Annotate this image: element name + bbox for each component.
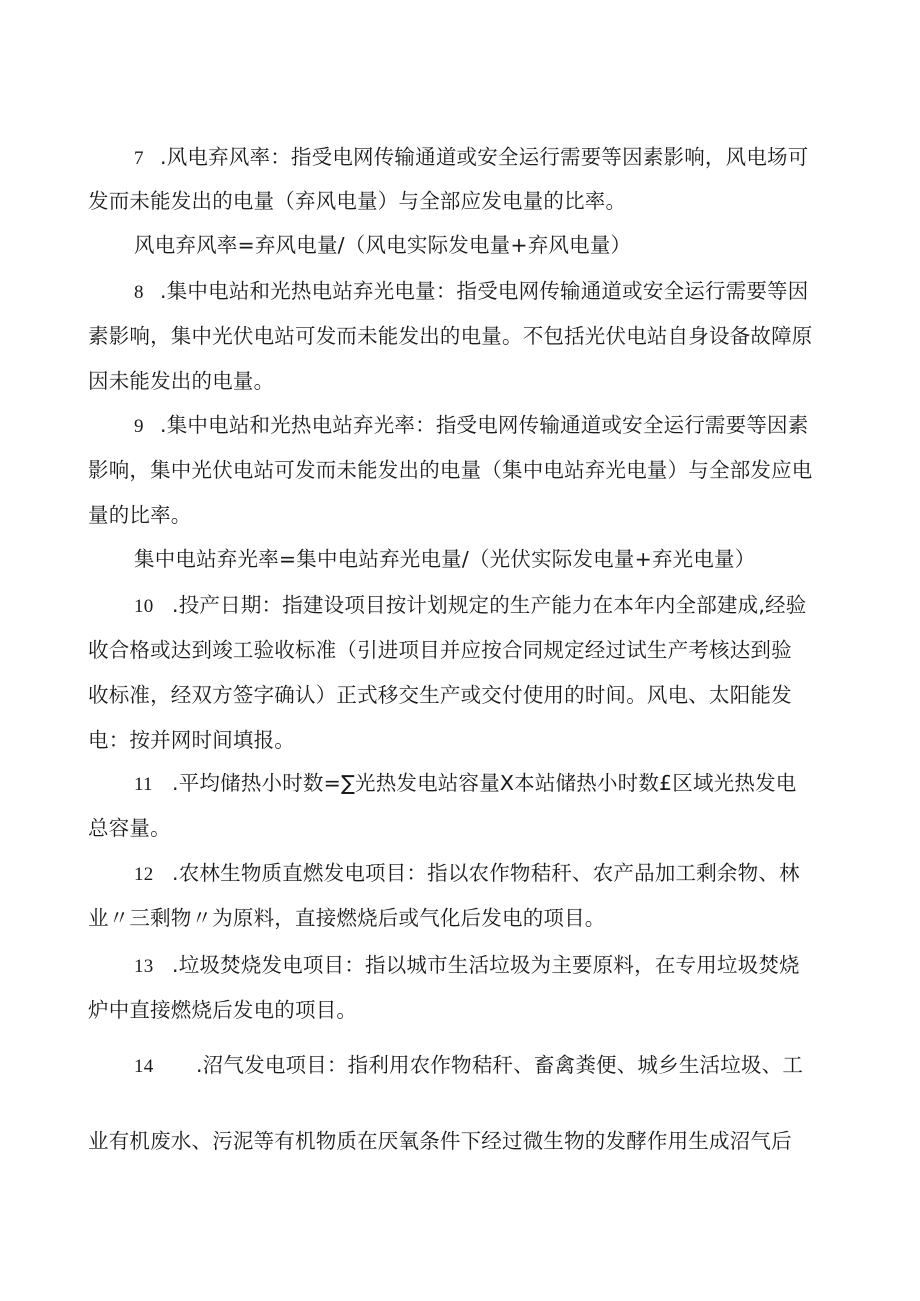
paragraph-text: .沼气发电项目：指利用农作物秸秆、畜禽粪便、城乡生活垃圾、工 <box>196 1053 804 1077</box>
paragraph-line: 因未能发出的电量。 <box>88 369 275 393</box>
item-number: 10 <box>134 596 154 617</box>
paragraph-line: 发而未能发出的电量（弃风电量）与全部应发电量的比率。 <box>88 189 627 213</box>
paragraph-line <box>134 1050 803 1080</box>
paragraph-line: 量的比率。 <box>88 503 192 527</box>
paragraph-line: 素影响，集中光伏电站可发而未能发出的电量。不包括光伏电站自身设备故障原 <box>88 324 813 348</box>
item-number: 9 <box>134 416 144 437</box>
item-number: 14 <box>134 1056 154 1077</box>
paragraph-line: 收标准，经双方签字确认）正式移交生产或交付使用的时间。风电、太阳能发 <box>88 683 792 707</box>
item-number: 13 <box>134 956 154 977</box>
paragraph-text: .平均储热小时数=∑光热发电站容量X本站储热小时数£区域光热发电 <box>172 771 797 795</box>
paragraph-line <box>134 142 808 172</box>
item-number: 8 <box>134 282 144 303</box>
paragraph-line: 收合格或达到竣工验收标准（引进项目并应按合同规定经过试生产考核达到验 <box>88 638 792 662</box>
paragraph-text: .垃圾焚烧发电项目：指以城市生活垃圾为主要原料，在专用垃圾焚烧 <box>172 953 800 977</box>
paragraph-line <box>134 858 800 888</box>
paragraph-text: .农林生物质直燃发电项目：指以农作物秸秆、农产品加工剩余物、林 <box>172 861 800 885</box>
paragraph-text: .集中电站和光热电站弃光电量：指受电网传输通道或安全运行需要等因 <box>160 279 809 303</box>
paragraph-text: .投产日期：指建设项目按计划规定的生产能力在本年内全部建成,经验 <box>172 593 807 617</box>
formula-line: 集中电站弃光率=集中电站弃光电量/（光伏实际发电量+弃光电量） <box>134 547 756 571</box>
paragraph-line: 电：按并网时间填报。 <box>88 728 295 752</box>
item-number: 11 <box>134 774 153 795</box>
paragraph-line <box>134 590 806 620</box>
paragraph-line: 业有机废水、污泥等有机物质在厌氧条件下经过微生物的发酵作用生成沼气后 <box>88 1129 792 1153</box>
paragraph-line <box>134 276 808 306</box>
formula-line: 风电弃风率=弃风电量/（风电实际发电量+弃风电量） <box>134 233 632 257</box>
paragraph-line: 总容量。 <box>88 816 171 840</box>
paragraph-line: 业〃三剩物〃为原料，直接燃烧后或气化后发电的项目。 <box>88 906 606 930</box>
paragraph-line <box>134 950 800 980</box>
paragraph-line <box>134 410 808 440</box>
paragraph-line: 炉中直接燃烧后发电的项目。 <box>88 998 358 1022</box>
paragraph-line <box>134 768 797 798</box>
paragraph-line: 影响，集中光伏电站可发而未能发出的电量（集中电站弃光电量）与全部发应电 <box>88 458 813 482</box>
item-number: 12 <box>134 864 154 885</box>
item-number: 7 <box>134 148 144 169</box>
paragraph-text: .风电弃风率：指受电网传输通道或安全运行需要等因素影响，风电场可 <box>160 145 809 169</box>
paragraph-text: .集中电站和光热电站弃光率：指受电网传输通道或安全运行需要等因素 <box>160 413 809 437</box>
